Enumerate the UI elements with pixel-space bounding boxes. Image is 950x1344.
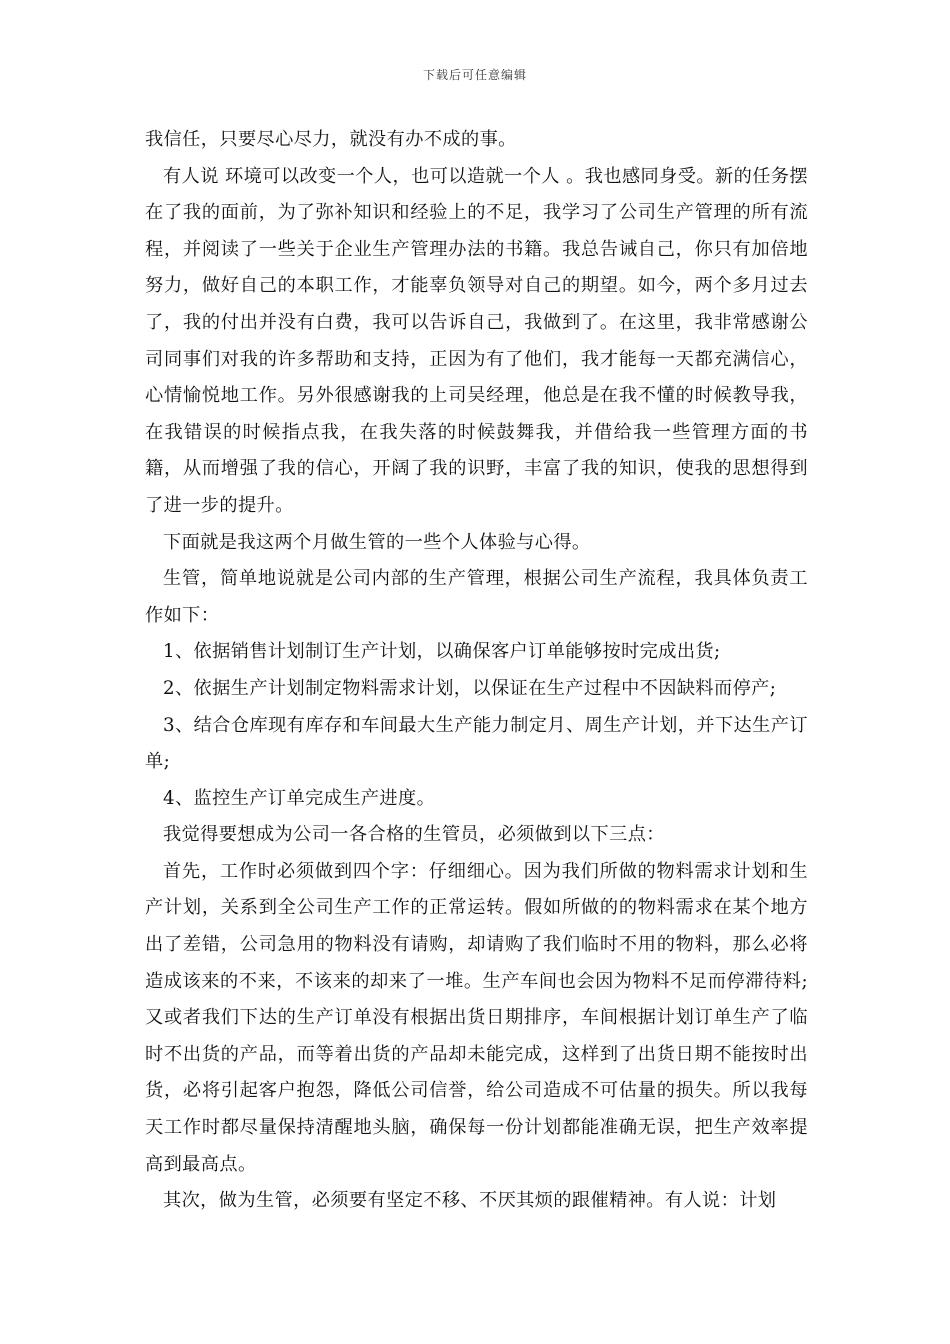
paragraph: 3、结合仓库现有库存和车间最大生产能力制定月、周生产计划，并下达生产订单;	[145, 714, 808, 773]
paragraph: 我信任，只要尽心尽力，就没有办不成的事。	[145, 129, 517, 150]
paragraph: 我觉得要想成为公司一各合格的生管员，必须做到以下三点：	[163, 824, 665, 846]
document-body	[145, 122, 808, 1220]
paragraph: 2、依据生产计划制定物料需求计划，以保证在生产过程中不因缺料而停产;	[163, 677, 777, 699]
paragraph: 4、监控生产订单完成生产进度。	[163, 787, 436, 809]
paragraph: 生管，简单地说就是公司内部的生产管理，根据公司生产流程，我具体负责工作如下：	[145, 568, 808, 626]
paragraph: 首先，工作时必须做到四个字：仔细细心。因为我们所做的物料需求计划和生产计划，关系到全公司生产工作的正常运转。假如所做的的物料需求在某个地方出了差错，公司急用的物料没有请购，却请购了我们临时不用的物料，那么必将造成该来的不来，不该来的却来了一堆。生产车间也会因为物料不足而停滞待料;又或者我们下达的生产订单没有根据出货日期排序，车间根据计划订单生产了临时不出货的产品，而等着出货的产品却未能完成，这样到了出货日期不能按时出货，必将引起客户抱怨，降低公司信誉，给公司造成不可估量的损失。所以我每天工作时都尽量保持清醒地头脑，确保每一份计划都能准确无误，把生产效率提高到最高点。	[145, 860, 808, 1175]
page-header: 下载后可任意编辑	[422, 68, 527, 82]
paragraph: 有人说 环境可以改变一个人，也可以造就一个人 。我也感同身受。新的任务摆在了我的面前，为了弥补知识和经验上的不足，我学习了公司生产管理的所有流程，并阅读了一些关于企业生产管理办法的书籍。我总告诫自己，你只有加倍地努力，做好自己的本职工作，才能辜负领导对自己的期望。如今，两个多月过去了，我的付出并没有白费，我可以告诉自己，我做到了。在这里，我非常感谢公司同事们对我的许多帮助和支持，正因为有了他们，我才能每一天都充满信心，心情愉悦地工作。另外很感谢我的上司吴经理，他总是在我不懂的时候教导我，在我错误的时候指点我，在我失落的时候鼓舞我，并借给我一些管理方面的书籍，从而增强了我的信心，开阔了我的识野，丰富了我的知识，使我的思想得到了进一步的提升。	[145, 165, 808, 516]
paragraph: 下面就是我这两个月做生管的一些个人体验与心得。	[163, 531, 591, 553]
paragraph: 其次，做为生管，必须要有坚定不移、不厌其烦的跟催精神。有人说：计划	[163, 1190, 777, 1212]
paragraph: 1、依据销售计划制订生产计划，以确保客户订单能够按时完成出货;	[163, 641, 721, 663]
